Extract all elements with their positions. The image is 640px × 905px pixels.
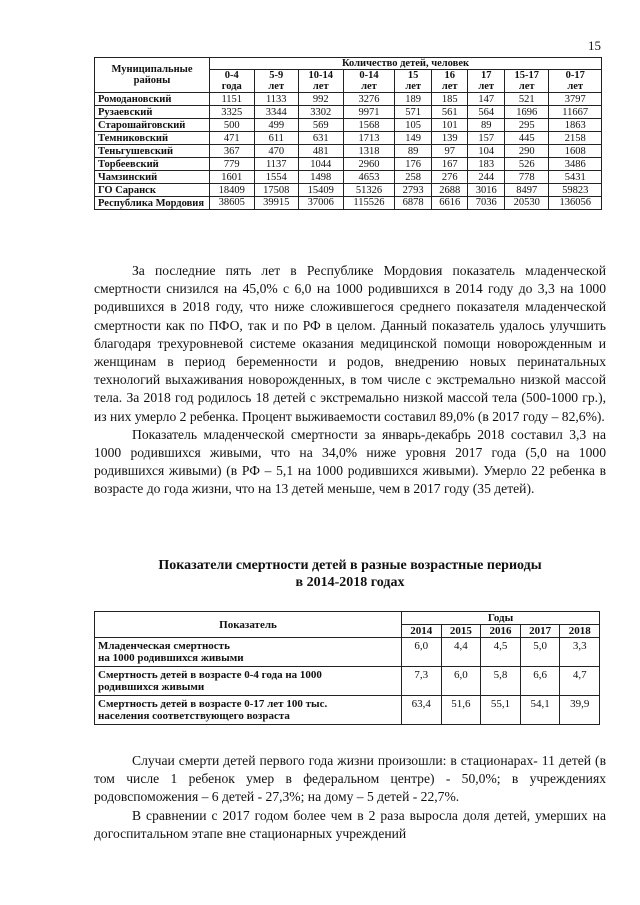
table-cell: 2960 (343, 158, 395, 171)
age-header-line: лет (312, 81, 329, 92)
table-cell: 3016 (468, 184, 505, 197)
children-count-table (94, 57, 602, 210)
table-cell: 1318 (343, 145, 395, 158)
page-number: 15 (588, 38, 601, 53)
table-cell: 183 (468, 158, 505, 171)
table-row (95, 638, 600, 667)
table-cell: 631 (299, 132, 344, 145)
table-cell: 5431 (549, 171, 602, 184)
age-header-line: 15-17 (514, 70, 539, 81)
year-header: 2017 (520, 625, 560, 638)
table-cell: 3276 (343, 93, 395, 106)
header-children-count: Количество детей, человек (210, 58, 602, 70)
year-header: 2018 (560, 625, 600, 638)
table-cell: 8497 (504, 184, 549, 197)
table-cell: 290 (504, 145, 549, 158)
table-row (95, 696, 600, 725)
paragraph-block-2 (94, 752, 606, 843)
table-cell: 5,8 (481, 667, 521, 696)
table-cell: 481 (299, 145, 344, 158)
district-name: ГО Саранск (95, 184, 210, 197)
table-cell: 5,0 (520, 638, 560, 667)
table-cell: 20530 (504, 197, 549, 210)
table-cell: 6,0 (441, 667, 481, 696)
table-cell: 97 (431, 145, 468, 158)
table-cell: 1696 (504, 106, 549, 119)
table-cell: 367 (210, 145, 255, 158)
table-row (95, 106, 602, 119)
header-municipal-districts: Муниципальные районы (95, 58, 210, 93)
indicator-line: на 1000 родившихся живыми (98, 652, 244, 664)
age-header (549, 70, 602, 93)
age-header-line: 16 (444, 70, 455, 81)
table-row (95, 184, 602, 197)
table-cell: 3797 (549, 93, 602, 106)
age-header-line: 0-14 (359, 70, 379, 81)
table-cell: 1498 (299, 171, 344, 184)
table-cell: 445 (504, 132, 549, 145)
table-row (95, 132, 602, 145)
header-years: Годы (402, 612, 600, 625)
table-cell: 2688 (431, 184, 468, 197)
table-cell: 105 (395, 119, 432, 132)
district-name: Торбеевский (95, 158, 210, 171)
table-cell: 3344 (254, 106, 299, 119)
indicator-line: населения соответствующего возраста (98, 710, 290, 722)
paragraph-prehospital-deaths: В сравнении с 2017 годом более чем в 2 раза выросла доля детей, умерших на догоспитальном этапе вне стационарных учреждений (94, 807, 606, 841)
table-cell: 778 (504, 171, 549, 184)
district-name: Рузаевский (95, 106, 210, 119)
table-cell: 9971 (343, 106, 395, 119)
table-cell: 611 (254, 132, 299, 145)
table-cell: 6,6 (520, 667, 560, 696)
table-cell: 2793 (395, 184, 432, 197)
table-cell: 779 (210, 158, 255, 171)
table-cell: 115526 (343, 197, 395, 210)
table-cell: 38605 (210, 197, 255, 210)
paragraph-infant-mortality-decline: За последние пять лет в Республике Мордовия показатель младенческой смертности снизился на 45,0% с 6,0 на 1000 родившихся в 2014 году до 3,3 на 1000 родившихся в 2018 году, что ниже сложившегося среднего показателя младенческой смертности как по ПФО, так и по РФ в целом. Данный показатель удалось улучшить благодаря трехуровневой системе оказания медицинской помощи новорожденным и женщинам в период беременности и родов, внедрению новых перинатальных технологий выхаживания новорожденных, в том числе с экстремально низкой массой тела. За 2018 год родилось 18 детей с экстремально низкой массой тела (500-1000 гр.), из них умерло 2 ребенка. Процент выживаемости составил 89,0% (в 2017 году – 82,6%). (94, 263, 606, 424)
section-title-line1: Показатели смертности детей в разные возрастные периоды (158, 558, 542, 573)
table-cell: 471 (210, 132, 255, 145)
table-cell: 39915 (254, 197, 299, 210)
table-cell: 1608 (549, 145, 602, 158)
age-header-line: 17 (480, 70, 492, 81)
district-name: Старошайговский (95, 119, 210, 132)
indicator-name (95, 667, 402, 696)
table-cell: 18409 (210, 184, 255, 197)
year-header: 2014 (402, 625, 442, 638)
table-cell: 54,1 (520, 696, 560, 725)
table-cell: 4,5 (481, 638, 521, 667)
table-cell: 185 (431, 93, 468, 106)
table-cell: 3302 (299, 106, 344, 119)
district-name: Теньгушевский (95, 145, 210, 158)
table-cell: 89 (468, 119, 505, 132)
section-title-line2: в 2014-2018 годах (295, 575, 405, 590)
table-cell: 3486 (549, 158, 602, 171)
table-cell: 295 (504, 119, 549, 132)
table-cell: 526 (504, 158, 549, 171)
table-cell: 3325 (210, 106, 255, 119)
table-cell: 167 (431, 158, 468, 171)
district-name: Чамзинский (95, 171, 210, 184)
age-header (395, 70, 432, 93)
age-header (468, 70, 505, 93)
table-cell: 992 (299, 93, 344, 106)
indicator-line: Смертность детей в возрасте 0-17 лет 100 тыс. (98, 698, 328, 710)
table-cell: 17508 (254, 184, 299, 197)
table-cell: 149 (395, 132, 432, 145)
indicator-name (95, 638, 402, 667)
district-name: Ромодановский (95, 93, 210, 106)
table-cell: 4,7 (560, 667, 600, 696)
district-name: Темниковский (95, 132, 210, 145)
table-cell: 244 (468, 171, 505, 184)
table-cell: 63,4 (402, 696, 442, 725)
age-header-line: лет (405, 81, 422, 92)
table-cell: 6616 (431, 197, 468, 210)
indicator-line: Младенческая смертность (98, 640, 230, 652)
year-header: 2015 (441, 625, 481, 638)
age-header (431, 70, 468, 93)
age-header-line: 0-4 (224, 70, 239, 81)
header-indicator: Показатель (95, 612, 402, 638)
table-cell: 55,1 (481, 696, 521, 725)
table-cell: 569 (299, 119, 344, 132)
table-cell: 89 (395, 145, 432, 158)
age-header-line: лет (567, 81, 584, 92)
table-cell: 4653 (343, 171, 395, 184)
table-cell: 1863 (549, 119, 602, 132)
table-cell: 51326 (343, 184, 395, 197)
paragraph-death-locations: Случаи смерти детей первого года жизни произошли: в стационарах- 11 детей (в том числе 1 ребенок умер в федеральном центре) - 50,0%; в учреждениях родовспоможения – 6 детей - 27,3%; на дому – 5 детей - 22,7%. (94, 753, 606, 805)
age-header (299, 70, 344, 93)
table-cell: 276 (431, 171, 468, 184)
table-cell: 39,9 (560, 696, 600, 725)
paragraph-block-1 (94, 262, 606, 499)
indicator-line: родившихся живыми (98, 681, 205, 693)
table-cell: 101 (431, 119, 468, 132)
table-cell: 470 (254, 145, 299, 158)
paragraph-infant-mortality-2018: Показатель младенческой смертности за январь-декабрь 2018 составил 3,3 на 1000 родившихся живыми, что на 34,0% ниже уровня 2017 года (5,0 на 1000 родившихся живыми) (в РФ – 5,1 на 1000 родившихся живыми). Умерло 22 ребенка в возрасте до года жизни, что на 13 детей меньше, чем в 2017 году (35 детей). (94, 426, 606, 497)
age-header-line: лет (441, 81, 458, 92)
age-header-line: лет (361, 81, 377, 92)
table-cell: 3,3 (560, 638, 600, 667)
table-cell: 37006 (299, 197, 344, 210)
district-name: Республика Мордовия (95, 197, 210, 210)
age-header-line: лет (268, 81, 285, 92)
age-header (504, 70, 549, 93)
table-cell: 1554 (254, 171, 299, 184)
age-header-line: лет (518, 81, 535, 92)
age-header (210, 70, 255, 93)
table-cell: 1151 (210, 93, 255, 106)
table-cell: 4,4 (441, 638, 481, 667)
table-cell: 2158 (549, 132, 602, 145)
table-cell: 499 (254, 119, 299, 132)
table-row (95, 119, 602, 132)
mortality-indicators-table (94, 611, 600, 725)
indicator-name (95, 696, 402, 725)
table-cell: 6878 (395, 197, 432, 210)
table-row (95, 158, 602, 171)
age-header (254, 70, 299, 93)
age-header-line: лет (478, 81, 495, 92)
table-cell: 1568 (343, 119, 395, 132)
table-row (95, 667, 600, 696)
table-cell: 15409 (299, 184, 344, 197)
table-cell: 1137 (254, 158, 299, 171)
table-cell: 1601 (210, 171, 255, 184)
age-header-line: 0-17 (565, 70, 585, 81)
age-header (343, 70, 395, 93)
table-row (95, 197, 602, 210)
table-cell: 51,6 (441, 696, 481, 725)
table-row (95, 93, 602, 106)
table-cell: 561 (431, 106, 468, 119)
table-cell: 6,0 (402, 638, 442, 667)
table-cell: 521 (504, 93, 549, 106)
table-cell: 11667 (549, 106, 602, 119)
table-cell: 157 (468, 132, 505, 145)
table-cell: 1133 (254, 93, 299, 106)
table-cell: 136056 (549, 197, 602, 210)
table-cell: 564 (468, 106, 505, 119)
table-cell: 59823 (549, 184, 602, 197)
table-cell: 189 (395, 93, 432, 106)
table-cell: 500 (210, 119, 255, 132)
table-cell: 1044 (299, 158, 344, 171)
indicator-line: Смертность детей в возрасте 0-4 года на 1000 (98, 669, 322, 681)
section-title (94, 557, 606, 591)
table-cell: 571 (395, 106, 432, 119)
table-row (95, 171, 602, 184)
table-cell: 147 (468, 93, 505, 106)
year-header: 2016 (481, 625, 521, 638)
table-cell: 7036 (468, 197, 505, 210)
table-cell: 1713 (343, 132, 395, 145)
table-cell: 7,3 (402, 667, 442, 696)
age-header-line: 15 (407, 70, 419, 81)
table-cell: 139 (431, 132, 468, 145)
table-cell: 176 (395, 158, 432, 171)
table-cell: 258 (395, 171, 432, 184)
age-header-line: 5-9 (269, 70, 284, 81)
age-header-line: 10-14 (308, 70, 333, 81)
table-row (95, 145, 602, 158)
table-cell: 104 (468, 145, 505, 158)
age-header-line: года (221, 81, 242, 92)
